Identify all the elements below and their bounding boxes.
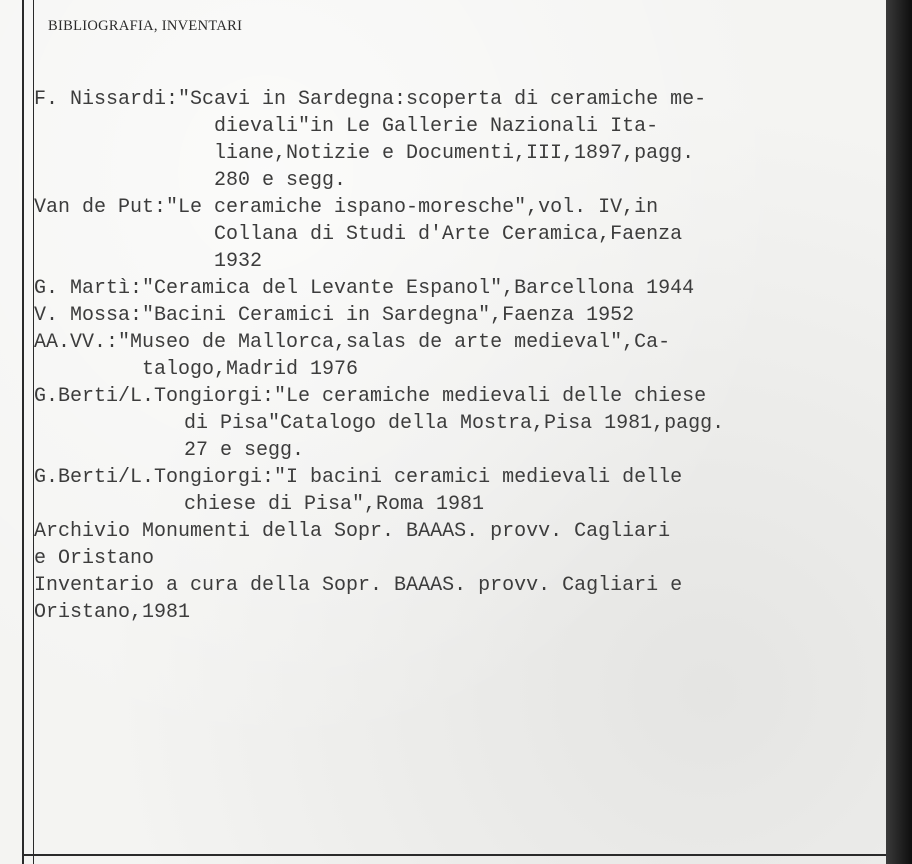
entry-line: talogo,Madrid 1976 bbox=[142, 358, 359, 381]
entry-line: e Oristano bbox=[34, 547, 155, 570]
bibliography-entry bbox=[34, 518, 884, 572]
bibliography-list bbox=[34, 86, 884, 626]
card-header: BIBLIOGRAFIA, INVENTARI bbox=[48, 18, 243, 34]
bibliography-entry bbox=[34, 86, 884, 194]
entry-line: AA.VV.:"Museo de Mallorca,salas de arte medieval",Ca- bbox=[34, 331, 671, 354]
entry-line: Inventario a cura della Sopr. BAAAS. provv. Cagliari e bbox=[34, 574, 683, 597]
entry-line: G.Berti/L.Tongiorgi:"I bacini ceramici medievali delle bbox=[34, 466, 683, 489]
entry-line: Van de Put:"Le ceramiche ispano-moresche",vol. IV,in bbox=[34, 196, 659, 219]
entry-line: G.Berti/L.Tongiorgi:"Le ceramiche medievali delle chiese bbox=[34, 385, 707, 408]
bibliography-entry bbox=[34, 464, 884, 518]
entry-line: Oristano,1981 bbox=[34, 601, 191, 624]
entry-line: V. Mossa:"Bacini Ceramici in Sardegna",Faenza 1952 bbox=[34, 304, 635, 327]
bibliography-entry bbox=[34, 329, 884, 383]
entry-line: F. Nissardi:"Scavi in Sardegna:scoperta di ceramiche me- bbox=[34, 88, 707, 111]
bibliography-entry bbox=[34, 302, 884, 329]
bibliography-entry bbox=[34, 383, 884, 464]
scan-background-edge bbox=[886, 0, 912, 864]
card-margin-line bbox=[22, 0, 24, 864]
entry-line: 27 e segg. bbox=[184, 439, 305, 462]
bibliography-entry bbox=[34, 194, 884, 275]
bibliography-entry bbox=[34, 572, 884, 626]
entry-line: G. Martì:"Ceramica del Levante Espanol",Barcellona 1944 bbox=[34, 277, 695, 300]
entry-line: chiese di Pisa",Roma 1981 bbox=[184, 493, 485, 516]
entry-line: 1932 bbox=[214, 250, 263, 273]
entry-line: liane,Notizie e Documenti,III,1897,pagg. bbox=[214, 142, 695, 165]
entry-line: Collana di Studi d'Arte Ceramica,Faenza bbox=[214, 223, 683, 246]
bibliography-entry bbox=[34, 275, 884, 302]
card-bottom-line bbox=[22, 854, 886, 856]
entry-line: Archivio Monumenti della Sopr. BAAAS. provv. Cagliari bbox=[34, 520, 671, 543]
entry-line: di Pisa"Catalogo della Mostra,Pisa 1981,pagg. bbox=[184, 412, 725, 435]
entry-line: dievali"in Le Gallerie Nazionali Ita- bbox=[214, 115, 659, 138]
entry-line: 280 e segg. bbox=[214, 169, 347, 192]
